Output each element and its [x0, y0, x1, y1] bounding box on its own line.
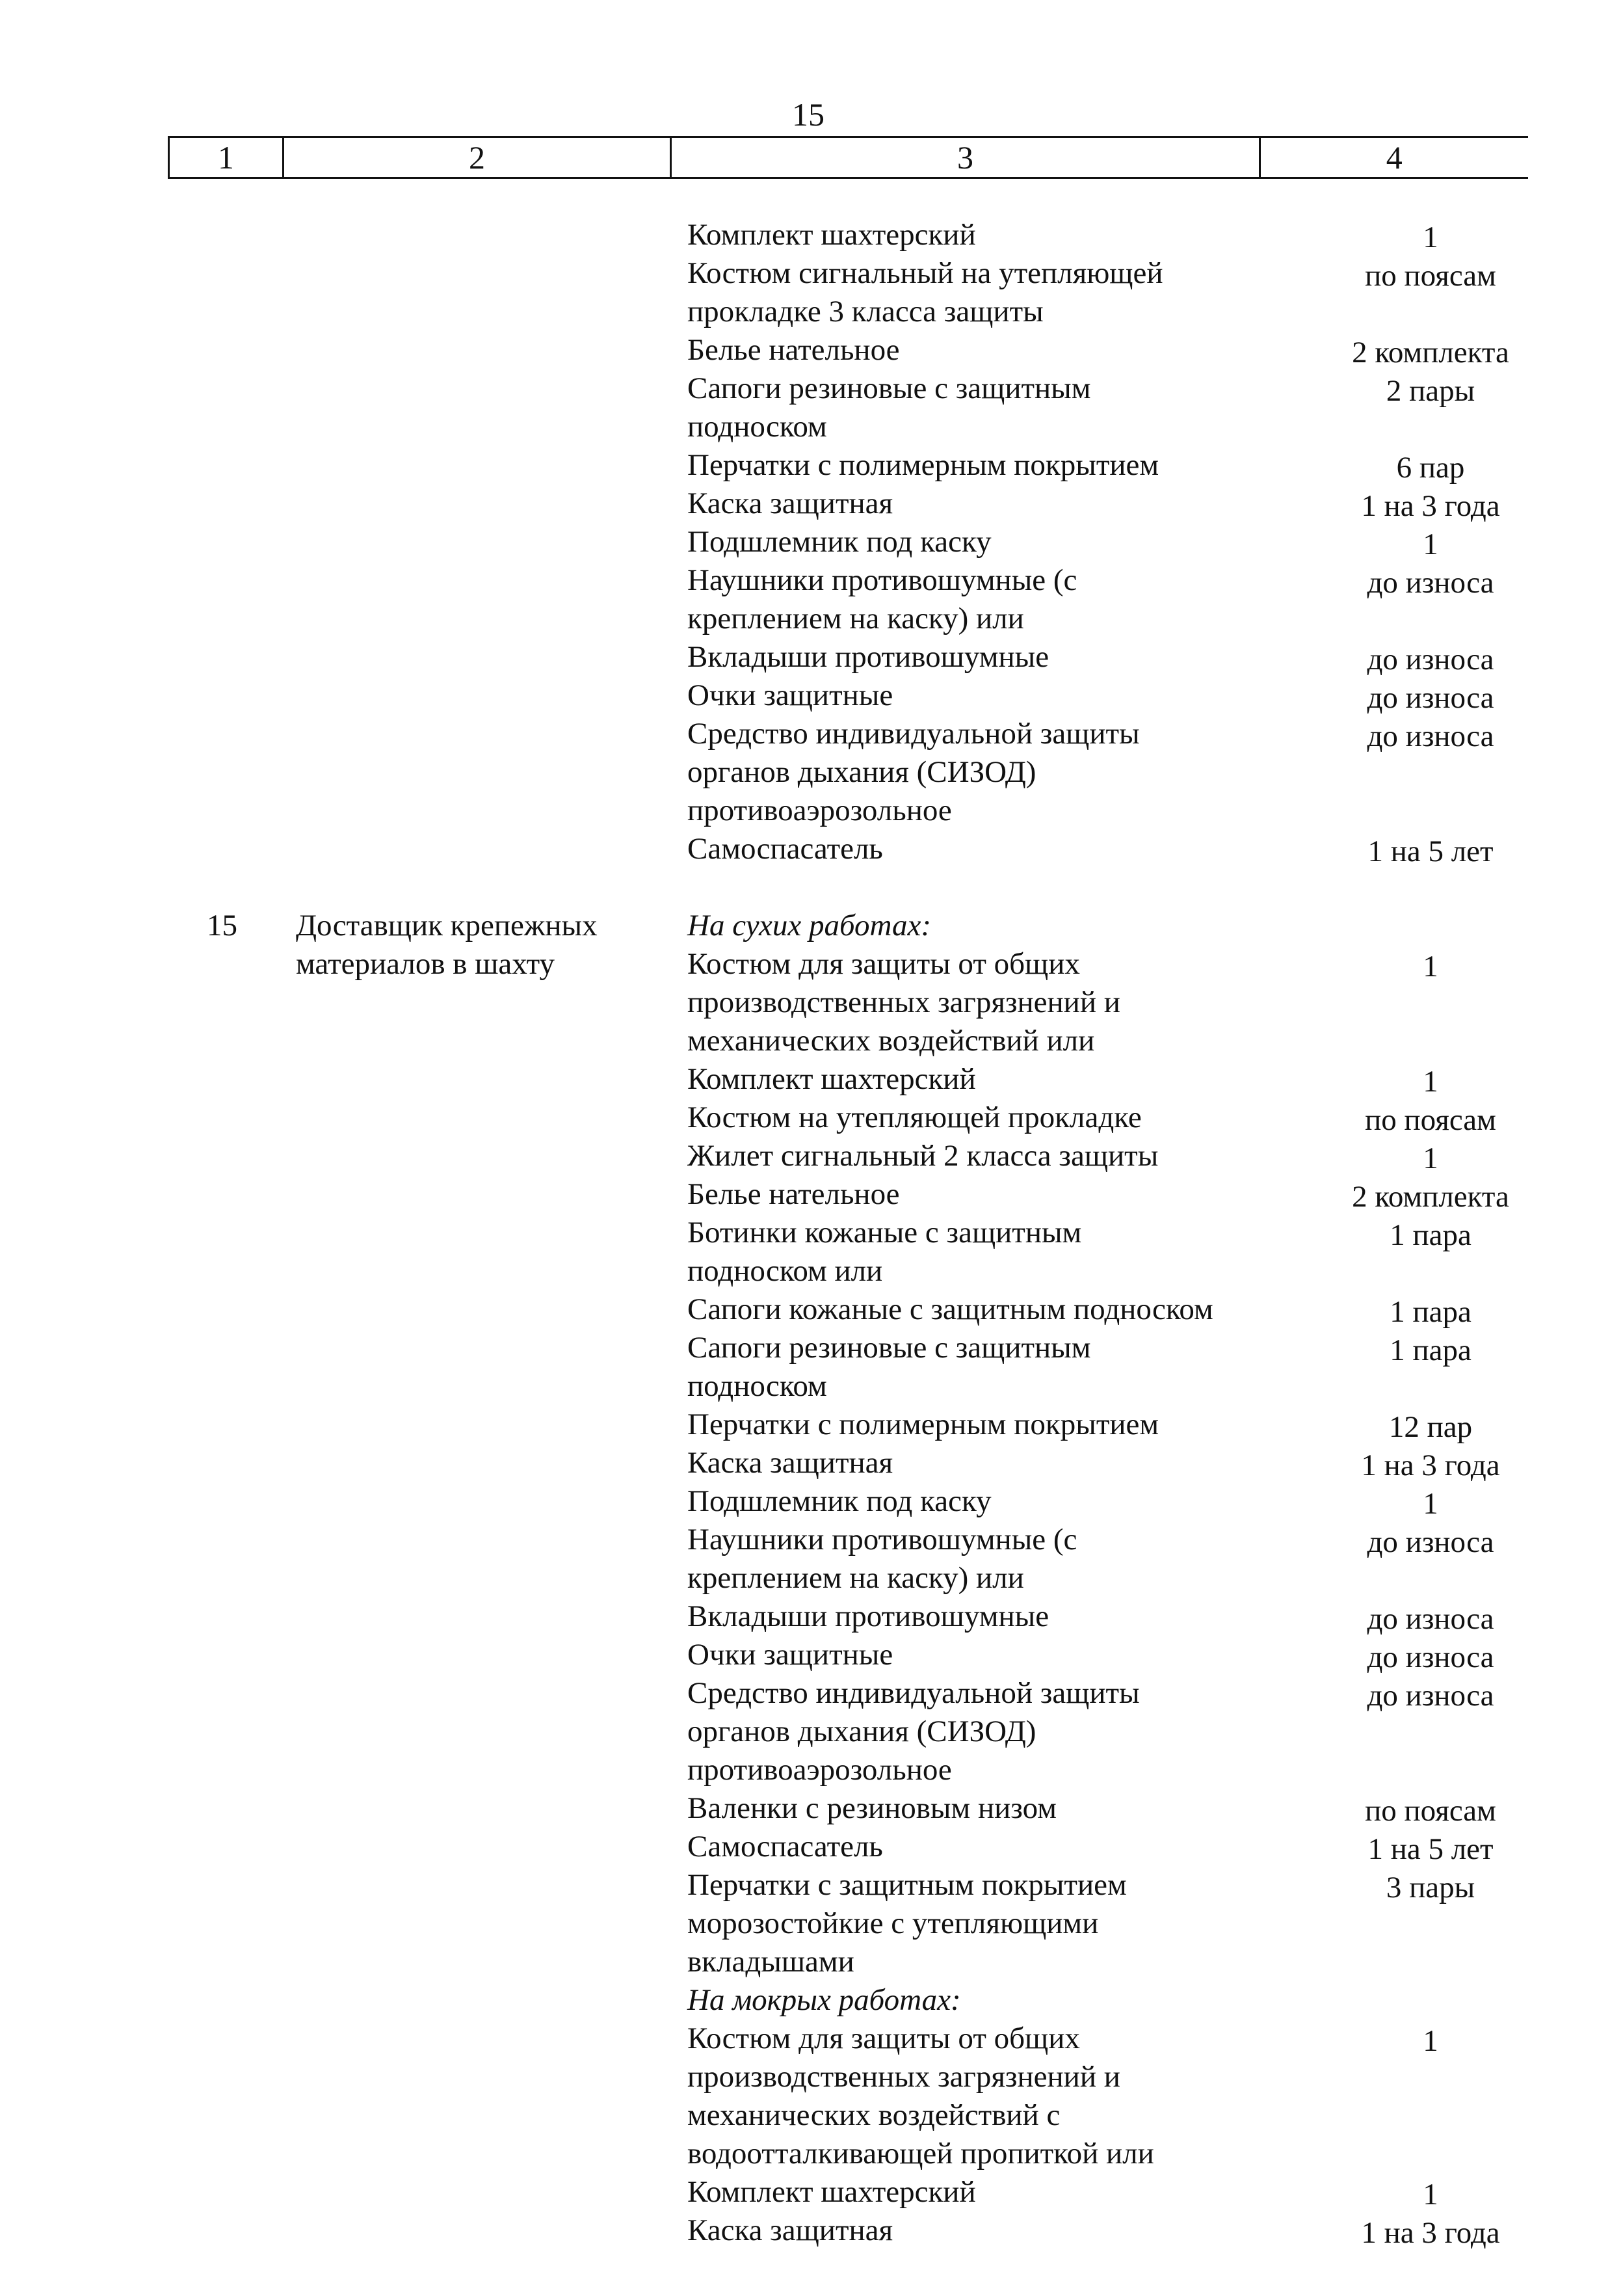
equipment-quantity: 2 комплекта	[1352, 1180, 1509, 1214]
equipment-quantity: по поясам	[1365, 1103, 1496, 1137]
equipment-name: Сапоги резиновые с защитным подноском	[687, 1331, 1091, 1403]
equipment-quantity: до износа	[1367, 681, 1494, 715]
equipment-name: Валенки с резиновым низом	[687, 1791, 1057, 1825]
equipment-quantity: 1 на 5 лет	[1367, 1832, 1494, 1866]
equipment-name: Белье нательное	[687, 1177, 900, 1211]
equipment-name: Сапоги кожаные с защитным подноском	[687, 1292, 1213, 1326]
equipment-row	[0, 1329, 1623, 1406]
equipment-row	[0, 1406, 1623, 1444]
equipment-row	[0, 485, 1623, 523]
equipment-row	[0, 676, 1623, 715]
equipment-row	[0, 523, 1623, 561]
equipment-name: Белье нательное	[687, 333, 900, 367]
equipment-name: Комплект шахтерский	[687, 2175, 976, 2209]
equipment-name: Перчатки с полимерным покрытием	[687, 1408, 1159, 1441]
equipment-name: Подшлемник под каску	[687, 1484, 992, 1518]
equipment-name: Очки защитные	[687, 1638, 893, 1672]
equipment-quantity: 1 пара	[1390, 1218, 1471, 1252]
equipment-row	[0, 216, 1623, 254]
equipment-row	[0, 1482, 1623, 1521]
equipment-row	[0, 1444, 1623, 1482]
equipment-name: Сапоги резиновые с защитным подноском	[687, 371, 1091, 444]
equipment-row	[0, 1521, 1623, 1597]
equipment-name: Каска защитная	[687, 487, 893, 520]
equipment-name: Самоспасатель	[687, 832, 883, 866]
equipment-name: Вкладыши противошумные	[687, 1599, 1049, 1633]
equipment-name: Жилет сигнальный 2 класса защиты	[687, 1139, 1159, 1173]
equipment-name: Перчатки с полимерным покрытием	[687, 448, 1159, 482]
equipment-row	[0, 1214, 1623, 1290]
equipment-row	[0, 1060, 1623, 1099]
equipment-quantity: 1 на 3 года	[1361, 489, 1500, 523]
equipment-quantity: 2 комплекта	[1352, 336, 1509, 369]
equipment-quantity: 1 на 3 года	[1361, 2216, 1500, 2250]
equipment-quantity: 1 на 3 года	[1361, 1448, 1500, 1482]
equipment-quantity: до износа	[1367, 1679, 1494, 1713]
section-gap	[0, 868, 1623, 907]
equipment-quantity: 2 пары	[1386, 374, 1475, 408]
equipment-name: Наушники противошумные (с креплением на каску) или	[687, 563, 1077, 635]
equipment-row	[0, 1597, 1623, 1636]
equipment-quantity: 1	[1423, 2024, 1438, 2058]
equipment-row	[0, 2211, 1623, 2250]
equipment-quantity: до износа	[1367, 1602, 1494, 1636]
equipment-name: Самоспасатель	[687, 1830, 883, 1863]
equipment-row	[0, 1290, 1623, 1329]
equipment-quantity: до износа	[1367, 566, 1494, 600]
column-header-4: 4	[1260, 137, 1528, 178]
equipment-row	[0, 1674, 1623, 1789]
profession-name: Доставщик крепежных материалов в шахту	[296, 909, 598, 981]
equipment-row	[0, 1789, 1623, 1828]
equipment-row	[0, 561, 1623, 638]
profession-section	[0, 907, 1623, 2250]
equipment-name: Комплект шахтерский	[687, 1062, 976, 1096]
column-header-2: 2	[284, 137, 671, 178]
equipment-name: Очки защитные	[687, 678, 893, 712]
equipment-name: Средство индивидуальной защиты органов дыхания (СИЗОД) противоаэрозольное	[687, 1676, 1140, 1787]
equipment-row	[0, 331, 1623, 369]
equipment-quantity: 1	[1423, 1487, 1438, 1521]
equipment-quantity: 1 пара	[1390, 1333, 1471, 1367]
equipment-row	[0, 446, 1623, 485]
work-condition-heading	[0, 1981, 1623, 2020]
equipment-row	[0, 945, 1623, 1060]
equipment-row	[0, 1866, 1623, 1981]
equipment-quantity: 1	[1423, 220, 1438, 254]
equipment-quantity: 3 пары	[1386, 1871, 1475, 1904]
equipment-quantity: до износа	[1367, 643, 1494, 676]
equipment-name: Перчатки с защитным покрытием морозостойкие с утепляющими вкладышами	[687, 1868, 1127, 1979]
equipment-quantity: до износа	[1367, 719, 1494, 753]
equipment-name: Костюм на утепляющей прокладке	[687, 1101, 1142, 1134]
column-header-1: 1	[169, 137, 284, 178]
equipment-row	[0, 1828, 1623, 1866]
equipment-row	[0, 638, 1623, 676]
equipment-quantity: 12 пар	[1388, 1410, 1473, 1444]
equipment-quantity: 1 пара	[1390, 1295, 1471, 1329]
column-header-3: 3	[671, 137, 1260, 178]
equipment-quantity: 1	[1423, 1141, 1438, 1175]
items-list	[0, 216, 1623, 2250]
equipment-name: Ботинки кожаные с защитным подноском или	[687, 1216, 1082, 1288]
equipment-quantity: по поясам	[1365, 1794, 1496, 1828]
equipment-row	[0, 369, 1623, 446]
row-number: 15	[207, 909, 237, 942]
equipment-quantity: 1	[1423, 527, 1438, 561]
equipment-row	[0, 2173, 1623, 2211]
equipment-row	[0, 254, 1623, 331]
equipment-name: Каска защитная	[687, 2213, 893, 2247]
equipment-name: Костюм для защиты от общих производственных загрязнений и механических воздействий или	[687, 947, 1120, 1058]
equipment-name: Каска защитная	[687, 1446, 893, 1480]
profession-section	[0, 216, 1623, 868]
equipment-quantity: 1	[1423, 2178, 1438, 2211]
equipment-quantity: до износа	[1367, 1525, 1494, 1559]
equipment-name: Комплект шахтерский	[687, 218, 976, 252]
column-header-table	[168, 136, 1528, 179]
work-condition-heading	[0, 907, 1623, 945]
equipment-row	[0, 1137, 1623, 1175]
equipment-row	[0, 1175, 1623, 1214]
equipment-quantity: 6 пар	[1396, 451, 1465, 485]
equipment-name: Наушники противошумные (с креплением на каску) или	[687, 1523, 1077, 1595]
equipment-name: На сухих работах:	[687, 909, 931, 942]
equipment-quantity: 1 на 5 лет	[1367, 834, 1494, 868]
equipment-name: Вкладыши противошумные	[687, 640, 1049, 674]
equipment-row	[0, 1636, 1623, 1674]
equipment-quantity: 1	[1423, 1065, 1438, 1099]
equipment-row	[0, 2020, 1623, 2173]
equipment-name: На мокрых работах:	[687, 1983, 961, 2017]
equipment-row	[0, 715, 1623, 830]
equipment-name: Костюм для защиты от общих производственных загрязнений и механических воздействий с водоотталкивающей пропиткой или	[687, 2022, 1154, 2170]
equipment-row	[0, 1099, 1623, 1137]
equipment-quantity: 1	[1423, 950, 1438, 983]
page-number: 15	[792, 96, 825, 133]
equipment-name: Костюм сигнальный на утепляющей прокладке 3 класса защиты	[687, 256, 1163, 328]
equipment-name: Средство индивидуальной защиты органов дыхания (СИЗОД) противоаэрозольное	[687, 717, 1140, 827]
equipment-quantity: до износа	[1367, 1640, 1494, 1674]
equipment-row	[0, 830, 1623, 868]
equipment-quantity: по поясам	[1365, 259, 1496, 293]
equipment-name: Подшлемник под каску	[687, 525, 992, 559]
